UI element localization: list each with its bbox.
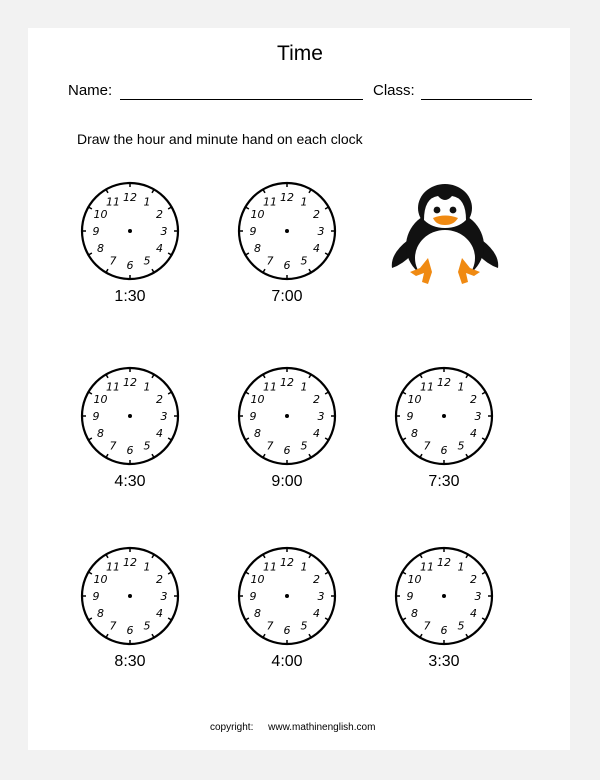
clock-icon [237,546,337,646]
clock-numeral: 5 [457,619,465,633]
clock-numeral: 7 [266,439,274,453]
clock-numeral: 10 [407,573,422,586]
name-label: Name: [68,82,113,99]
clock-numeral: 6 [440,624,448,637]
clock-numeral: 8 [254,242,262,255]
center-dot [442,594,446,598]
copyright-label: copyright: [210,722,254,733]
clock-numeral: 12 [280,376,294,389]
clock-numeral: 2 [155,393,163,406]
clock-numeral: 2 [312,393,320,406]
clock-numeral: 2 [312,573,320,586]
clock-numeral: 12 [123,191,137,204]
clock-numeral: 4 [155,607,163,620]
clock-face [394,546,494,670]
clock-numeral: 6 [126,259,134,272]
clock-time-label: 7:00 [271,288,303,305]
clock-numeral: 4 [155,242,163,255]
clock-time-label: 9:00 [271,473,303,490]
clock-numeral: 8 [254,427,262,440]
clock-numeral: 11 [420,380,434,394]
clock-numeral: 9 [406,410,414,423]
clock-numeral: 3 [474,410,482,423]
clock-numeral: 4 [312,427,320,440]
clock-numeral: 10 [93,208,108,221]
clock-numeral: 3 [317,225,325,238]
center-dot [128,414,132,418]
clock-numeral: 1 [300,380,308,394]
clock-face [237,546,337,670]
clock-numeral: 8 [97,427,105,440]
clock-numeral: 5 [300,619,308,633]
clock-icon [80,181,180,281]
instruction-text: Draw the hour and minute hand on each clock [77,131,363,147]
clock-numeral: 1 [143,195,151,209]
clock-face [394,366,494,490]
clock-numeral: 5 [300,254,308,268]
center-dot [128,229,132,233]
penguin-icon [388,180,502,296]
clock-time-label: 1:30 [114,288,146,305]
clock-numeral: 3 [317,590,325,603]
clock-numeral: 10 [250,208,265,221]
clock-icon [394,366,494,466]
clock-time-label: 3:30 [428,653,460,670]
clock-numeral: 7 [423,619,431,633]
clock-time-label: 4:00 [271,653,303,670]
clock-numeral: 3 [160,410,168,423]
class-label: Class: [373,82,415,99]
clock-numeral: 7 [109,439,117,453]
clock-numeral: 12 [123,376,137,389]
clock-numeral: 11 [263,560,277,574]
clock-numeral: 8 [411,427,419,440]
clock-numeral: 10 [407,393,422,406]
clock-icon [80,366,180,466]
clock-numeral: 8 [411,607,419,620]
clock-numeral: 9 [92,225,100,238]
clock-numeral: 5 [143,439,151,453]
clock-numeral: 9 [92,410,100,423]
clock-numeral: 6 [283,624,291,637]
clock-icon [237,366,337,466]
clock-numeral: 7 [109,619,117,633]
center-dot [285,414,289,418]
copyright-footer [210,722,375,733]
clock-numeral: 10 [250,393,265,406]
clock-numeral: 3 [160,225,168,238]
clock-numeral: 1 [143,560,151,574]
clock-numeral: 3 [474,590,482,603]
class-blank-line [421,99,532,100]
clock-face [237,181,337,305]
clock-numeral: 9 [249,410,257,423]
center-dot [128,594,132,598]
clock-numeral: 3 [317,410,325,423]
clock-numeral: 6 [126,624,134,637]
clock-numeral: 5 [143,619,151,633]
clock-numeral: 12 [123,556,137,569]
clock-numeral: 4 [312,607,320,620]
center-dot [285,594,289,598]
clock-numeral: 9 [249,225,257,238]
clock-time-label: 4:30 [114,473,146,490]
clock-numeral: 12 [280,191,294,204]
copyright-site: www.mathinenglish.com [268,722,376,733]
clock-numeral: 2 [155,208,163,221]
clock-icon [80,546,180,646]
clock-face [80,181,180,305]
clock-icon [237,181,337,281]
clock-numeral: 4 [469,427,477,440]
clock-numeral: 11 [106,195,120,209]
clock-numeral: 5 [143,254,151,268]
center-dot [442,414,446,418]
clock-numeral: 8 [97,607,105,620]
clock-numeral: 6 [440,444,448,457]
clock-numeral: 12 [437,376,451,389]
clock-numeral: 7 [266,254,274,268]
clock-numeral: 8 [254,607,262,620]
clock-numeral: 2 [469,573,477,586]
clock-numeral: 3 [160,590,168,603]
clock-icon [394,546,494,646]
clock-numeral: 6 [283,259,291,272]
clock-face [237,366,337,490]
clock-numeral: 7 [109,254,117,268]
clock-face [80,366,180,490]
clock-numeral: 6 [283,444,291,457]
clock-numeral: 9 [406,590,414,603]
page-title: Time [277,42,323,65]
clock-numeral: 11 [263,380,277,394]
clock-time-label: 7:30 [428,473,460,490]
center-dot [285,229,289,233]
clock-numeral: 9 [92,590,100,603]
name-class-row [68,82,538,106]
clock-numeral: 2 [469,393,477,406]
clock-numeral: 5 [457,439,465,453]
clock-numeral: 11 [420,560,434,574]
clock-numeral: 12 [280,556,294,569]
clock-numeral: 10 [93,573,108,586]
clock-numeral: 4 [312,242,320,255]
clock-numeral: 10 [250,573,265,586]
clock-numeral: 12 [437,556,451,569]
clock-numeral: 1 [300,560,308,574]
clock-numeral: 4 [155,427,163,440]
clock-numeral: 5 [300,439,308,453]
clock-numeral: 11 [106,380,120,394]
name-blank-line [120,99,363,100]
clock-numeral: 4 [469,607,477,620]
clock-numeral: 11 [106,560,120,574]
clock-numeral: 11 [263,195,277,209]
clock-numeral: 6 [126,444,134,457]
clock-numeral: 9 [249,590,257,603]
clock-numeral: 1 [300,195,308,209]
clock-numeral: 1 [457,380,465,394]
clock-numeral: 8 [97,242,105,255]
clock-numeral: 2 [155,573,163,586]
clock-numeral: 2 [312,208,320,221]
clock-numeral: 7 [266,619,274,633]
clock-numeral: 7 [423,439,431,453]
clock-time-label: 8:30 [114,653,146,670]
clock-face [80,546,180,670]
clock-numeral: 10 [93,393,108,406]
clock-numeral: 1 [143,380,151,394]
clock-numeral: 1 [457,560,465,574]
